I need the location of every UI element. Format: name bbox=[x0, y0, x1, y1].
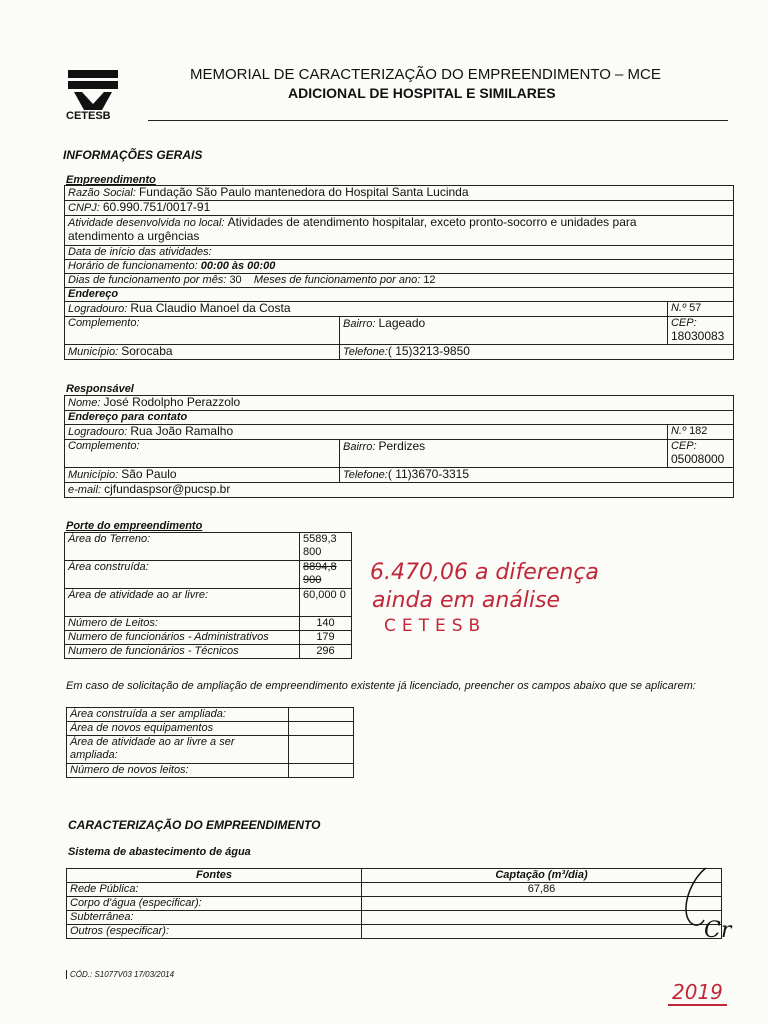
resp-logradouro-label: Logradouro: bbox=[68, 426, 128, 438]
agua-col-fontes: Fontes bbox=[67, 869, 362, 883]
agua-row-subterranea-value bbox=[362, 911, 722, 925]
agua-col-captacao: Captação (m³/dia) bbox=[362, 869, 722, 883]
porte-admin-label: Numero de funcionários - Administrativos bbox=[65, 631, 300, 645]
porte-ar-livre-label: Área de atividade ao ar livre: bbox=[65, 589, 300, 617]
agua-row-rede-label: Rede Pública: bbox=[67, 883, 362, 897]
ampliacao-row-leitos-value bbox=[289, 764, 354, 778]
ampliacao-row-equipamentos: Área de novos equipamentos bbox=[67, 722, 289, 736]
complemento-label: Complemento: bbox=[65, 317, 340, 345]
resp-numero-value: 182 bbox=[689, 425, 708, 437]
agua-row-outros-label: Outros (especificar): bbox=[67, 925, 362, 939]
data-inicio-label: Data de início das atividades: bbox=[65, 246, 734, 260]
header-divider bbox=[148, 120, 728, 121]
atividade-label: Atividade desenvolvida no local: bbox=[68, 217, 225, 229]
porte-admin-value: 179 bbox=[300, 631, 352, 645]
ampliacao-row-area: Área construída a ser ampliada: bbox=[67, 708, 289, 722]
endereco-contato-label: Endereço para contato bbox=[65, 411, 734, 425]
resp-telefone-value: ( 11)3670-3315 bbox=[387, 467, 470, 481]
resp-municipio-value: São Paulo bbox=[121, 467, 177, 481]
section-general: INFORMAÇÕES GERAIS bbox=[63, 148, 203, 162]
horario-value: 00:00 às 00:00 bbox=[200, 260, 276, 272]
agua-table bbox=[66, 868, 722, 939]
document-title: MEMORIAL DE CARACTERIZAÇÃO DO EMPREENDIMENTO – MCE bbox=[190, 66, 661, 83]
resp-numero-label: N.º bbox=[670, 425, 686, 437]
resp-bairro-value: Perdizes bbox=[378, 439, 426, 453]
razao-label: Razão Social: bbox=[68, 187, 136, 199]
handwritten-year: 2019 bbox=[668, 980, 727, 1006]
ampliacao-row-area-value bbox=[289, 708, 354, 722]
ampliacao-table bbox=[66, 707, 354, 778]
ampliacao-row-ar-livre: Área de atividade ao ar livre a ser ampliada: bbox=[67, 736, 289, 764]
footer-code: CÓD.: S1077V03 17/03/2014 bbox=[66, 970, 174, 979]
logradouro-value: Rua Claudio Manoel da Costa bbox=[130, 301, 291, 315]
porte-table bbox=[64, 532, 352, 659]
porte-terreno-value: 5589,3 800 bbox=[300, 533, 352, 561]
meses-value: 12 bbox=[423, 274, 436, 286]
agua-row-rede-value: 67,86 bbox=[362, 883, 722, 897]
resp-telefone-label: Telefone: bbox=[343, 469, 388, 481]
nome-value: José Rodolpho Perazzolo bbox=[103, 395, 241, 409]
empreendimento-table bbox=[64, 185, 734, 360]
telefone-label: Telefone: bbox=[343, 346, 388, 358]
atividade-value-1: Atividades de atendimento hospitalar, exceto pronto-socorro e unidades para bbox=[227, 215, 637, 229]
section-caracterizacao: CARACTERIZAÇÃO DO EMPREENDIMENTO bbox=[68, 818, 321, 832]
handwritten-note-line2: ainda em análise bbox=[372, 588, 561, 613]
cep-label: CEP: bbox=[670, 317, 697, 329]
numero-label: N.º bbox=[670, 302, 686, 314]
dias-label: Dias de funcionamento por mês: bbox=[68, 274, 227, 286]
endereco-label: Endereço bbox=[65, 288, 734, 302]
horario-label: Horário de funcionamento: bbox=[68, 260, 198, 272]
agua-row-corpo-label: Corpo d'água (especificar): bbox=[67, 897, 362, 911]
email-value: cjfundaspsor@pucsp.br bbox=[104, 482, 231, 496]
agua-row-outros-value bbox=[362, 925, 722, 939]
logradouro-label: Logradouro: bbox=[68, 303, 128, 315]
porte-ar-livre-value: 60,000 0 bbox=[300, 589, 352, 617]
section-porte: Porte do empreendimento bbox=[66, 520, 203, 532]
porte-leitos-label: Número de Leitos: bbox=[65, 617, 300, 631]
porte-leitos-value: 140 bbox=[300, 617, 352, 631]
resp-cep-label: CEP: bbox=[670, 440, 697, 452]
section-empreendimento: Empreendimento bbox=[66, 174, 156, 186]
cetesb-logo-icon bbox=[68, 70, 118, 110]
dias-value: 30 bbox=[229, 274, 242, 286]
porte-tecnicos-value: 296 bbox=[300, 645, 352, 659]
porte-construida-value: 8894,8 900 bbox=[300, 561, 352, 589]
cep-value: 18030083 bbox=[670, 329, 725, 343]
signature-text: Cr bbox=[704, 918, 732, 943]
municipio-value: Sorocaba bbox=[121, 344, 173, 358]
bairro-value: Lageado bbox=[378, 316, 426, 330]
email-label: e-mail: bbox=[68, 484, 102, 496]
logo-text: CETESB bbox=[66, 110, 111, 122]
responsavel-table bbox=[64, 395, 734, 498]
ampliacao-row-leitos: Número de novos leitos: bbox=[67, 764, 289, 778]
resp-bairro-label: Bairro: bbox=[343, 441, 376, 453]
ampliacao-row-equipamentos-value bbox=[289, 722, 354, 736]
resp-municipio-label: Município: bbox=[68, 469, 119, 481]
razao-value: Fundação São Paulo mantenedora do Hospital Santa Lucinda bbox=[138, 185, 469, 199]
agua-row-subterranea-label: Subterrânea: bbox=[67, 911, 362, 925]
meses-label: Meses de funcionamento por ano: bbox=[253, 274, 421, 286]
resp-cep-value: 05008000 bbox=[670, 452, 725, 466]
municipio-label: Município: bbox=[68, 346, 119, 358]
numero-value: 57 bbox=[689, 302, 702, 314]
nome-label: Nome: bbox=[68, 397, 101, 409]
agua-row-corpo-value bbox=[362, 897, 722, 911]
porte-terreno-label: Área do Terreno: bbox=[65, 533, 300, 561]
porte-tecnicos-label: Numero de funcionários - Técnicos bbox=[65, 645, 300, 659]
ampliacao-row-ar-livre-value bbox=[289, 736, 354, 764]
cnpj-value: 60.990.751/0017-91 bbox=[102, 200, 211, 214]
handwritten-note-line1: 6.470,06 a diferença bbox=[370, 560, 599, 585]
section-responsavel: Responsável bbox=[66, 383, 134, 395]
ampliacao-instruction: Em caso de solicitação de ampliação de empreendimento existente já licenciado, preencher os campos abaixo que se aplicarem: bbox=[66, 680, 696, 692]
cnpj-label: CNPJ: bbox=[68, 202, 100, 214]
document-subtitle: ADICIONAL DE HOSPITAL E SIMILARES bbox=[288, 85, 556, 101]
section-abastecimento: Sistema de abastecimento de água bbox=[68, 846, 251, 858]
porte-construida-label: Área construída: bbox=[65, 561, 300, 589]
telefone-value: ( 15)3213-9850 bbox=[387, 344, 470, 358]
handwritten-note-line3: CETESB bbox=[384, 616, 487, 636]
resp-logradouro-value: Rua João Ramalho bbox=[130, 424, 234, 438]
atividade-value-2: atendimento a urgências bbox=[68, 229, 200, 243]
bairro-label: Bairro: bbox=[343, 318, 376, 330]
resp-complemento-label: Complemento: bbox=[65, 440, 340, 468]
